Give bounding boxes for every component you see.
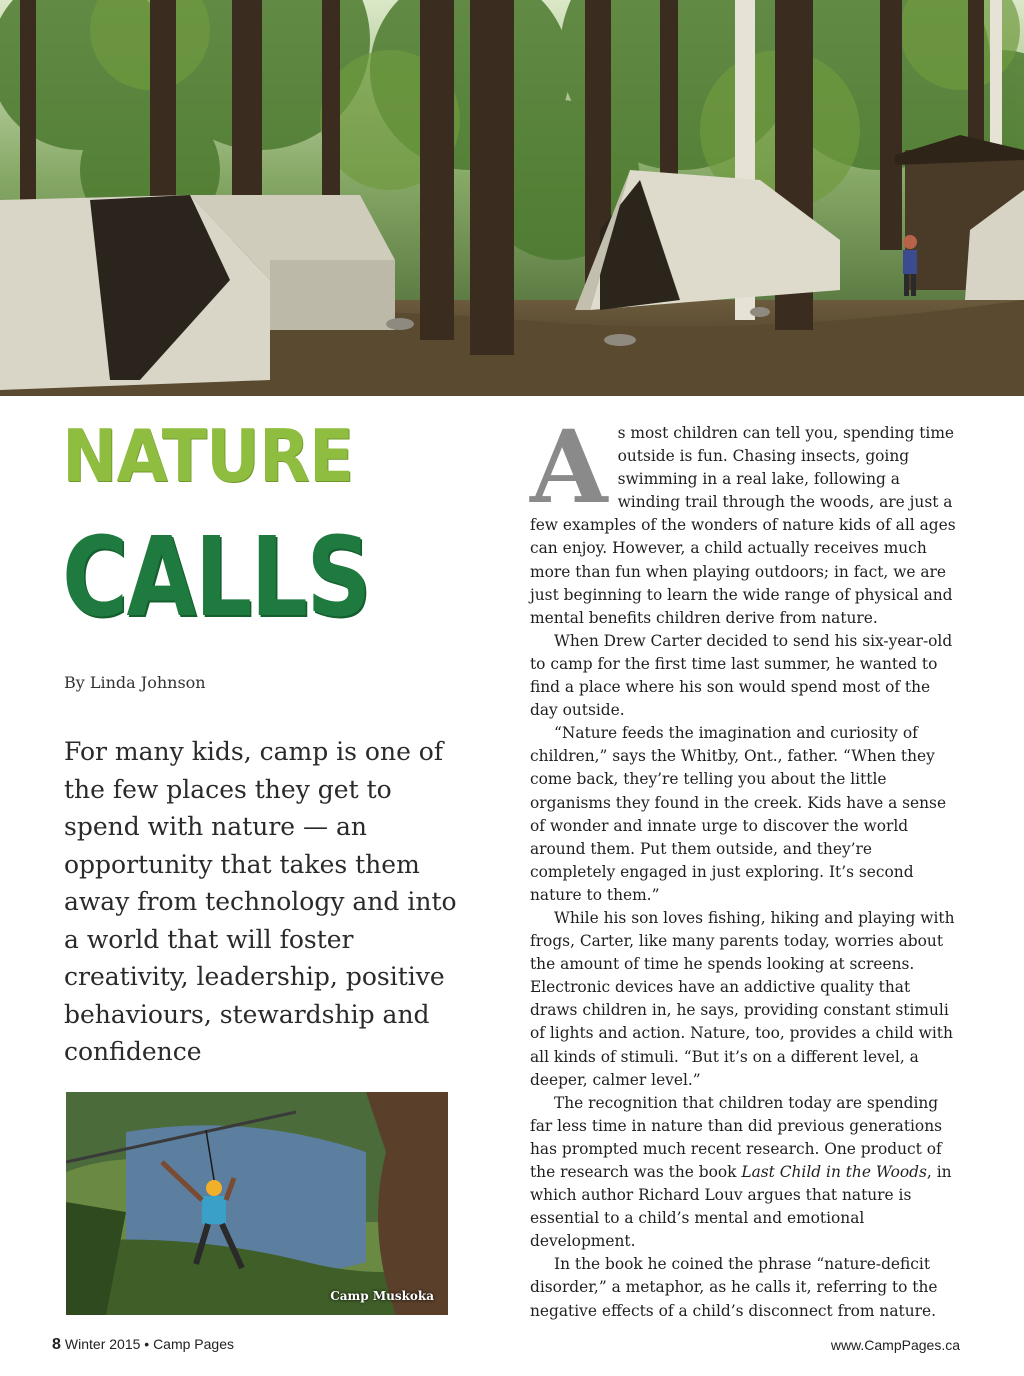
issue-label: Winter 2015 • Camp Pages	[64, 1336, 234, 1352]
book-title: Last Child in the Woods	[741, 1163, 927, 1181]
inset-photo	[66, 1092, 448, 1315]
pull-quote: For many kids, camp is one of the few places they get to spend with nature — an opportunity that takes them away from technology and into a world that will foster creativity, leadership, positive behaviours, stewardship and confidence	[64, 737, 457, 1066]
page-number: 8	[52, 1336, 61, 1353]
hero-photo	[0, 0, 1024, 396]
paragraph-6: In the book he coined the phrase “nature-deficit disorder,” a metaphor, as he calls it, referring to the negative effects of a child’s disconnect from nature.	[530, 1255, 938, 1320]
paragraph-5-text-b: , in which author Richard Louv argues that nature is essential to a child’s mental and emotional development.	[530, 1163, 952, 1251]
footer-issue	[52, 1336, 234, 1354]
paragraph-5	[530, 1092, 960, 1254]
forest-tents-illustration	[0, 0, 1024, 396]
paragraph-3: “Nature feeds the imagination and curiosity of children,” says the Whitby, Ont., father. “When they come back, they’re telling you about the little organisms they found in the creek. Kids have a sense of wonder and innate urge to discover the world around them. Put them outside, and they’re completely engaged in just exploring. It’s second nature to them.”	[530, 724, 947, 904]
footer-url[interactable]: www.CampPages.ca	[830, 1337, 960, 1353]
paragraph-2: When Drew Carter decided to send his six-year-old to camp for the first time last summer, he wanted to find a place where his son would spend most of the day outside.	[530, 631, 953, 720]
headline-line-1: NATURE	[62, 414, 354, 498]
photo-caption: Camp Muskoka	[330, 1289, 434, 1303]
article-body	[530, 408, 960, 1323]
paragraph-4: While his son loves fishing, hiking and playing with frogs, Carter, like many parents today, worries about the amount of time he spends looking at screens. Electronic devices have an addictive quality that draws children in, he says, providing constant stimuli of lights and action. Nature, too, provides a child with all kinds of stimuli. “But it’s on a different level, a deeper, calmer level.”	[530, 908, 955, 1089]
paragraph-1: s most children can tell you, spending time outside is fun. Chasing insects, going swimming in a real lake, following a winding trail through the woods, are just a few examples of the wonders of nature kids of all ages can enjoy. However, a child actually receives much more than fun when playing outdoors; in fact, we are just beginning to learn the wide range of physical and mental benefits children derive from nature.	[530, 424, 956, 627]
headline-line-2: CALLS	[62, 513, 370, 641]
drop-cap: A	[530, 408, 608, 526]
zipline-illustration	[66, 1092, 448, 1315]
byline: By Linda Johnson	[64, 673, 206, 692]
paragraph-5-text-a: The recognition that children today are spending far less time in nature than did previous generations has prompted much recent research. One product of the research was the book	[530, 1093, 943, 1181]
